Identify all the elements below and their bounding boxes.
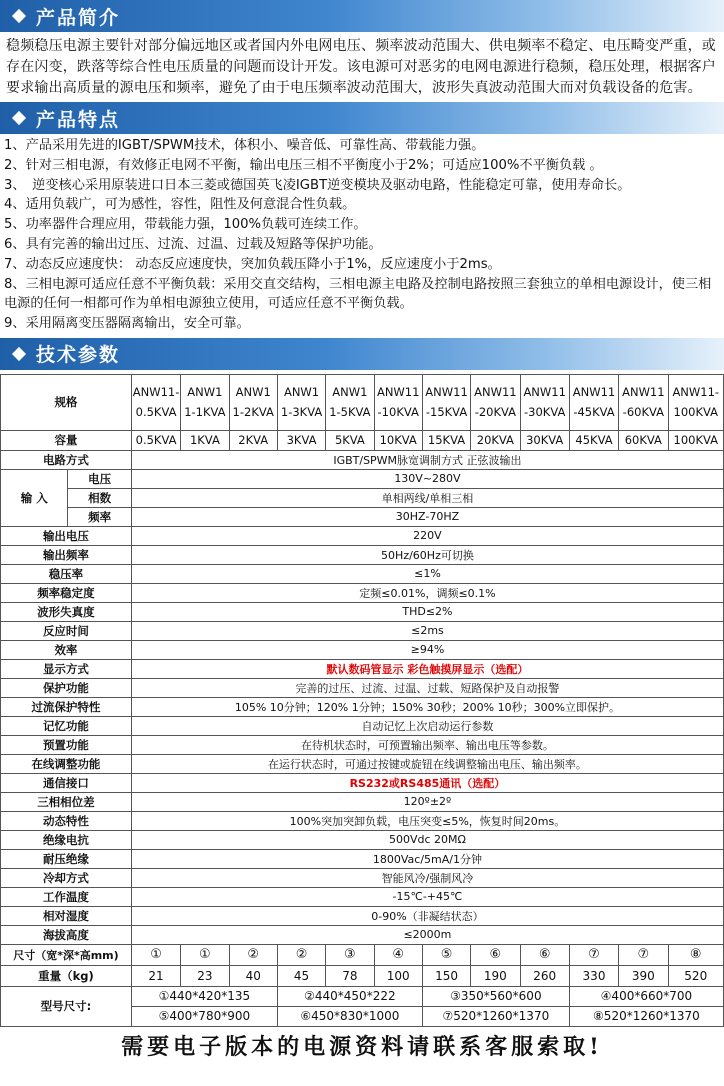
model-cell <box>569 374 618 430</box>
specs-banner <box>0 338 724 370</box>
weight-cell: 23 <box>181 965 229 986</box>
spec-value: 自动记忆上次启动运行参数 <box>131 716 723 735</box>
spec-value: 0-90%（非凝结状态） <box>131 906 723 925</box>
spec-label: 绝缘电抗 <box>1 830 132 849</box>
circuit-value: IGBT/SPWM脉宽调制方式 正弦波输出 <box>131 450 723 469</box>
weight-cell: 78 <box>326 965 374 986</box>
spec-value: 定频≤0.01%，调频≤0.1% <box>131 583 723 602</box>
table-row <box>1 944 724 965</box>
spec-value: 500Vdc 20MΩ <box>131 830 723 849</box>
model-line: ANW11 <box>523 385 566 400</box>
model-cell <box>422 374 470 430</box>
input-value: 30HZ-70HZ <box>131 507 723 526</box>
diamond-icon <box>12 9 26 23</box>
spec-table <box>0 374 724 1027</box>
spec-value: ≤1% <box>131 564 723 583</box>
spec-label: 过流保护特性 <box>1 697 132 716</box>
table-row <box>1 868 724 887</box>
table-row <box>1 640 724 659</box>
size-cell: ⑦ <box>619 944 668 965</box>
spec-label: 耐压绝缘 <box>1 849 132 868</box>
model-cell <box>326 374 374 430</box>
table-row <box>1 811 724 830</box>
dims-cell: ④400*660*700 <box>569 986 723 1006</box>
feature-item: 9、采用隔离变压器隔离输出，安全可靠。 <box>4 316 250 332</box>
size-cell: ⑥ <box>520 944 569 965</box>
capacity-cell: 1KVA <box>181 430 229 450</box>
spec-label: 输出电压 <box>1 526 132 545</box>
size-label: 尺寸（宽*深*高mm) <box>1 944 132 965</box>
spec-value: THD≤2% <box>131 602 723 621</box>
spec-label: 三相相位差 <box>1 792 132 811</box>
spec-value: 1800Vac/5mA/1分钟 <box>131 849 723 868</box>
model-cell <box>520 374 569 430</box>
capacity-cell: 100KVA <box>668 430 724 450</box>
weight-cell: 45 <box>277 965 325 986</box>
model-cell <box>277 374 325 430</box>
spec-label: 动态特性 <box>1 811 132 830</box>
feature-item: 8、三相电源可适应任意不平衡负载：采用交直交结构，三相电源主电路及控制电路按照三套独立的单相电源设计，使三相电源的任何一相都可作为单相电源独立使用，可适应任意不平衡负载。 <box>4 276 712 312</box>
capacity-cell: 2KVA <box>229 430 277 450</box>
table-row <box>1 906 724 925</box>
features-banner <box>0 102 724 134</box>
table-row <box>1 602 724 621</box>
table-row <box>1 430 724 450</box>
size-cell: ⑧ <box>668 944 724 965</box>
spec-label: 冷却方式 <box>1 868 132 887</box>
model-line: 1-2KVA <box>232 405 274 420</box>
table-row <box>1 697 724 716</box>
spec-value: 在待机状态时，可预置输出频率、输出电压等参数。 <box>131 735 723 754</box>
model-line: 1-3KVA <box>280 405 323 420</box>
model-cell <box>181 374 229 430</box>
model-cell <box>668 374 724 430</box>
size-cell: ⑦ <box>569 944 618 965</box>
spec-value: 105% 10分钟；120% 1分钟；150% 30秒；200% 10秒；300%立即保护。 <box>131 697 723 716</box>
spec-label: 工作温度 <box>1 887 132 906</box>
size-cell: ② <box>277 944 325 965</box>
table-row <box>1 849 724 868</box>
dims-cell: ①440*420*135 <box>131 986 277 1006</box>
size-cell: ① <box>131 944 180 965</box>
model-line: ANW11 <box>572 385 616 400</box>
dims-cell: ⑥450*830*1000 <box>277 1006 422 1026</box>
model-line: 1-1KVA <box>184 405 226 420</box>
features-title: 产品特点 <box>36 108 121 131</box>
table-row <box>1 450 724 469</box>
capacity-cell: 30KVA <box>520 430 569 450</box>
feature-item: 4、适用负载广，可为感性，容性，阻性及何意混合性负载。 <box>4 197 356 213</box>
spec-value: 120º±2º <box>131 792 723 811</box>
dims-cell: ⑤400*780*900 <box>131 1006 277 1026</box>
model-cell <box>619 374 668 430</box>
table-row <box>1 545 724 564</box>
spec-value: 100%突加突卸负载，电压突变≤5%，恢复时间20ms。 <box>131 811 723 830</box>
spec-value: ≥94% <box>131 640 723 659</box>
capacity-label: 容量 <box>1 430 132 450</box>
table-row <box>1 678 724 697</box>
features-list <box>0 134 724 334</box>
spec-label: 保护功能 <box>1 678 132 697</box>
model-line: ANW11 <box>474 385 517 400</box>
weight-cell: 330 <box>569 965 618 986</box>
intro-title: 产品简介 <box>36 6 121 29</box>
table-row <box>1 488 724 507</box>
model-line: ANW1 <box>283 385 320 400</box>
size-cell: ⑤ <box>422 944 470 965</box>
spec-value: ≤2000m <box>131 925 723 944</box>
diamond-icon <box>12 347 26 361</box>
spec-value: -15℃-+45℃ <box>131 887 723 906</box>
spec-label: 相对湿度 <box>1 906 132 925</box>
model-line: -45KVA <box>573 405 615 420</box>
model-line: -30KVA <box>524 405 566 420</box>
table-row <box>1 887 724 906</box>
capacity-cell: 3KVA <box>277 430 325 450</box>
model-line: 1-5KVA <box>329 405 371 420</box>
model-line: -60KVA <box>622 405 664 420</box>
feature-item: 3、 逆变核心采用原装进口日本三菱或德国英飞凌IGBT逆变模块及驱动电路，性能稳定可靠，使用寿命长。 <box>4 177 631 193</box>
specs-title: 技术参数 <box>36 344 121 367</box>
dims-label: 型号尺寸: <box>1 986 132 1026</box>
spec-value: 在运行状态时，可通过按键或旋钮在线调整输出电压、输出频率。 <box>131 754 723 773</box>
model-line: ANW11 <box>376 385 420 400</box>
feature-item: 6、具有完善的输出过压、过流、过温、过载及短路等保护功能。 <box>4 236 382 252</box>
spec-label: 通信接口 <box>1 773 132 792</box>
weight-cell: 190 <box>471 965 520 986</box>
spec-label: 稳压率 <box>1 564 132 583</box>
input-sub-label: 电压 <box>68 469 131 488</box>
circuit-label: 电路方式 <box>1 450 132 469</box>
model-line: ANW11- <box>672 385 720 400</box>
table-row <box>1 925 724 944</box>
model-line: -15KVA <box>425 405 468 420</box>
table-row <box>1 830 724 849</box>
spec-label: 频率稳定度 <box>1 583 132 602</box>
model-line: -20KVA <box>474 405 517 420</box>
size-cell: ⑥ <box>471 944 520 965</box>
model-line: ANW11- <box>132 385 180 400</box>
dims-cell: ⑧520*1260*1370 <box>569 1006 723 1026</box>
dims-cell: ⑦520*1260*1370 <box>422 1006 569 1026</box>
model-line: ANW1 <box>187 385 223 400</box>
spec-value: 完善的过压、过流、过温、过载、短路保护及自动报警 <box>131 678 723 697</box>
spec-label: 输出频率 <box>1 545 132 564</box>
capacity-cell: 0.5KVA <box>131 430 180 450</box>
spec-value: 智能风冷/强制风冷 <box>131 868 723 887</box>
weight-cell: 520 <box>668 965 724 986</box>
spec-value: 220V <box>131 526 723 545</box>
table-row <box>1 621 724 640</box>
spec-label: 海拔高度 <box>1 925 132 944</box>
model-cell <box>229 374 277 430</box>
table-row <box>1 564 724 583</box>
model-line: ANW1 <box>235 385 271 400</box>
table-row <box>1 986 724 1006</box>
table-row <box>1 469 724 488</box>
input-value: 130V~280V <box>131 469 723 488</box>
weight-cell: 390 <box>619 965 668 986</box>
table-row <box>1 792 724 811</box>
feature-item: 1、产品采用先进的IGBT/SPWM技术，体积小、噪音低、可靠性高、带载能力强。 <box>4 138 485 153</box>
weight-label: 重量（kg) <box>1 965 132 986</box>
table-row <box>1 735 724 754</box>
weight-cell: 150 <box>422 965 470 986</box>
weight-cell: 260 <box>520 965 569 986</box>
spec-label: 效率 <box>1 640 132 659</box>
intro-text: 稳频稳压电源主要针对部分偏远地区或者国内外电网电压、频率波动范围大、供电频率不稳定、电压畸变严重，或存在闪变，跌落等综合性电压质量的问题而设计开发。该电源可对恶劣的电网电源进行稳频，稳压处理，根据客户要求输出高质量的源电压和频率，避免了由于电压频率波动范围大，波形失真波动范围大而对负载设备的危害。 <box>6 38 716 96</box>
capacity-cell: 60KVA <box>619 430 668 450</box>
capacity-cell: 5KVA <box>326 430 374 450</box>
model-line: 0.5KVA <box>135 405 177 420</box>
model-cell <box>131 374 180 430</box>
model-line: ANW11 <box>425 385 468 400</box>
spec-value: RS232或RS485通讯（选配） <box>131 773 723 792</box>
input-sub-label: 频率 <box>68 507 131 526</box>
table-row <box>1 716 724 735</box>
model-line: ANW1 <box>332 385 368 400</box>
capacity-cell: 10KVA <box>374 430 422 450</box>
size-cell: ① <box>181 944 229 965</box>
capacity-cell: 15KVA <box>422 430 470 450</box>
weight-cell: 100 <box>374 965 422 986</box>
weight-cell: 40 <box>229 965 277 986</box>
capacity-cell: 45KVA <box>569 430 618 450</box>
table-row <box>1 583 724 602</box>
input-sub-label: 相数 <box>68 488 131 507</box>
model-line: ANW11 <box>622 385 665 400</box>
table-row <box>1 754 724 773</box>
table-row <box>1 773 724 792</box>
capacity-cell: 20KVA <box>471 430 520 450</box>
size-cell: ④ <box>374 944 422 965</box>
feature-item: 7、动态反应速度快： 动态反应速度快，突加负载压降小于1%，反应速度小于2ms。 <box>4 256 501 272</box>
intro-banner <box>0 0 724 32</box>
model-cell <box>374 374 422 430</box>
spec-value: 默认数码管显示 彩色触摸屏显示（选配） <box>131 659 723 678</box>
model-line: -10KVA <box>377 405 419 420</box>
weight-cell: 21 <box>131 965 180 986</box>
spec-value: ≤2ms <box>131 621 723 640</box>
spec-label: 记忆功能 <box>1 716 132 735</box>
input-label: 输 入 <box>1 469 68 526</box>
diamond-icon <box>12 111 26 125</box>
spec-value: 50Hz/60Hz可切换 <box>131 545 723 564</box>
spec-label: 反应时间 <box>1 621 132 640</box>
model-label: 规格 <box>1 374 132 430</box>
size-cell: ② <box>229 944 277 965</box>
size-cell: ③ <box>326 944 374 965</box>
table-row <box>1 526 724 545</box>
spec-label: 在线调整功能 <box>1 754 132 773</box>
input-value: 单相两线/单相三相 <box>131 488 723 507</box>
table-row <box>1 965 724 986</box>
dims-cell: ②440*450*222 <box>277 986 422 1006</box>
footer-note: 需要电子版本的电源资料请联系客服索取! <box>121 1034 603 1061</box>
model-cell <box>471 374 520 430</box>
feature-item: 5、功率器件合理应用，带载能力强，100%负载可连续工作。 <box>4 217 367 233</box>
model-line: 100KVA <box>673 405 718 420</box>
dims-cell: ③350*560*600 <box>422 986 569 1006</box>
spec-label: 预置功能 <box>1 735 132 754</box>
feature-item: 2、针对三相电源，有效修正电网不平衡，输出电压三相不平衡度小于2%；可适应100%不平衡负载 。 <box>4 157 603 173</box>
table-row <box>1 374 724 430</box>
spec-label: 显示方式 <box>1 659 132 678</box>
table-row <box>1 659 724 678</box>
spec-label: 波形失真度 <box>1 602 132 621</box>
table-row <box>1 507 724 526</box>
